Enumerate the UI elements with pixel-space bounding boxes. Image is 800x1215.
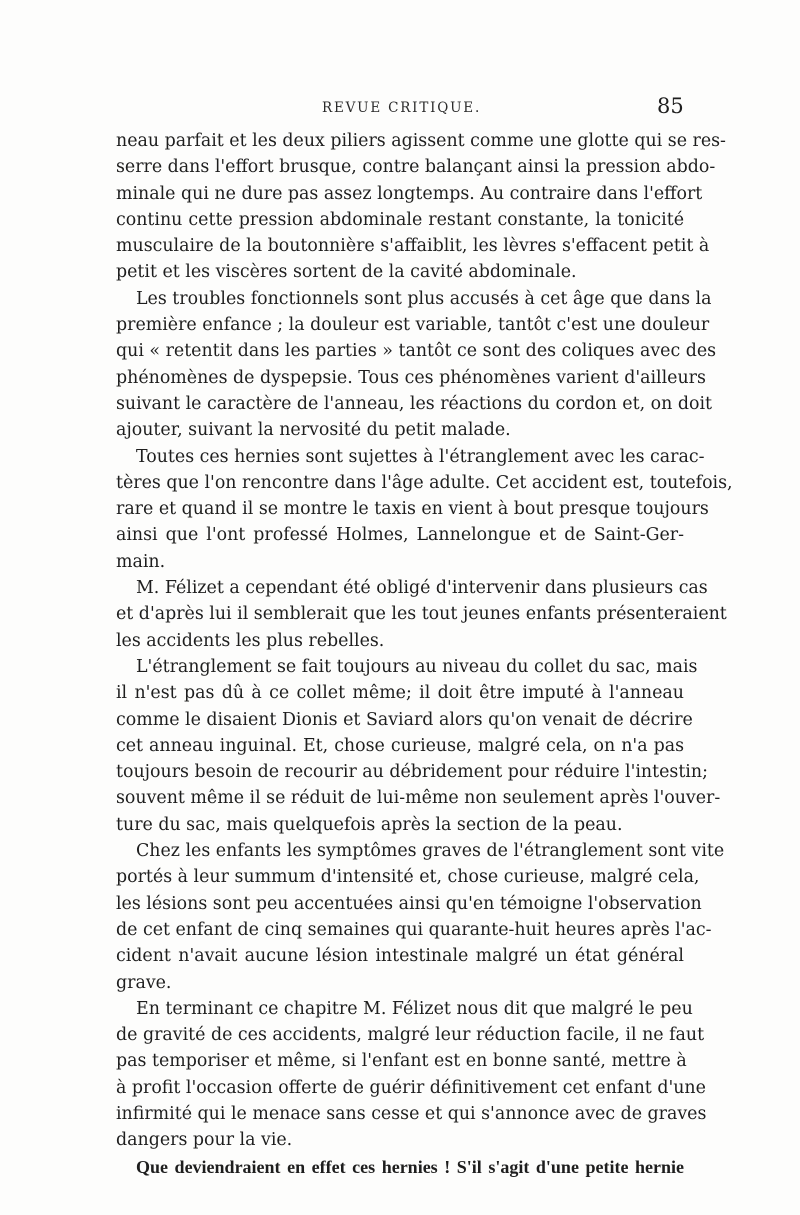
text-line: les lésions sont peu accentuées ainsi qu'en témoigne l'observation	[116, 893, 702, 914]
text-line: de cet enfant de cinq semaines qui quarante-huit heures après l'ac-	[116, 919, 712, 940]
text-line: ainsi que l'ont professé Holmes, Lannelongue et de Saint-Ger-	[116, 525, 684, 546]
text-line: cident n'avait aucune lésion intestinale malgré un état général	[116, 946, 684, 967]
text-line: main.	[116, 551, 166, 572]
text-line: qui « retentit dans les parties » tantôt ce sont des coliques avec des	[116, 341, 717, 362]
text-line: à profit l'occasion offerte de guérir définitivement cet enfant d'une	[116, 1077, 706, 1098]
page-number: 85	[657, 94, 684, 118]
text-line: dangers pour la vie.	[116, 1130, 293, 1151]
text-line: ajouter, suivant la nervosité du petit malade.	[116, 420, 511, 441]
text-line: toujours besoin de recourir au débridement pour réduire l'intestin;	[116, 762, 708, 783]
text-line: pas temporiser et même, si l'enfant est en bonne santé, mettre à	[116, 1051, 687, 1072]
text-line: cet anneau inguinal. Et, chose curieuse, malgré cela, on n'a pas	[116, 735, 684, 756]
running-header	[0, 94, 800, 122]
text-line: continu cette pression abdominale restant constante, la tonicité	[116, 209, 684, 230]
text-line: tères que l'on rencontre dans l'âge adulte. Cet accident est, toutefois,	[116, 472, 733, 493]
text-line: Chez les enfants les symptômes graves de l'étranglement sont vite	[136, 841, 725, 862]
text-line: souvent même il se réduit de lui-même non seulement après l'ouver-	[116, 788, 721, 809]
text-line: musculaire de la boutonnière s'affaiblit, les lèvres s'effacent petit à	[116, 236, 710, 257]
text-line: de gravité de ces accidents, malgré leur réduction facile, il ne faut	[116, 1025, 705, 1046]
text-line: comme le disaient Dionis et Saviard alors qu'on venait de décrire	[116, 709, 693, 730]
text-line: Les troubles fonctionnels sont plus accusés à cet âge que dans la	[136, 288, 712, 309]
text-line: rare et quand il se montre le taxis en vient à bout presque toujours	[116, 499, 709, 520]
text-line: neau parfait et les deux piliers agissent comme une glotte qui se res-	[116, 131, 726, 151]
text-line: minale qui ne dure pas assez longtemps. Au contraire dans l'effort	[116, 183, 703, 204]
text-line: suivant le caractère de l'anneau, les réactions du cordon et, on doit	[116, 393, 712, 414]
text-line: portés à leur summum d'intensité et, chose curieuse, malgré cela,	[116, 867, 700, 888]
text-line: les accidents les plus rebelles.	[116, 630, 385, 651]
text-line: Que deviendraient en effet ces hernies ! S'il s'agit d'une petite hernie	[136, 1156, 684, 1177]
text-line: ture du sac, mais quelquefois après la section de la peau.	[116, 814, 623, 835]
text-line: serre dans l'effort brusque, contre balançant ainsi la pression abdo-	[116, 157, 716, 178]
text-line: L'étranglement se fait toujours au niveau du collet du sac, mais	[136, 656, 698, 677]
text-line: petit et les viscères sortent de la cavité abdominale.	[116, 262, 577, 283]
text-line: et d'après lui il semblerait que les tout jeunes enfants présenteraient	[116, 604, 727, 625]
text-line: M. Félizet a cependant été obligé d'intervenir dans plusieurs cas	[136, 578, 708, 599]
text-line: Toutes ces hernies sont sujettes à l'étranglement avec les carac-	[136, 446, 705, 467]
text-line: phénomènes de dyspepsie. Tous ces phénomènes varient d'ailleurs	[116, 367, 706, 388]
running-title: REVUE CRITIQUE.	[322, 100, 482, 116]
text-line: il n'est pas dû à ce collet même; il doit être imputé à l'anneau	[116, 683, 684, 704]
text-line: En terminant ce chapitre M. Félizet nous dit que malgré le peu	[136, 998, 693, 1019]
text-line: grave.	[116, 972, 172, 993]
body-text	[116, 128, 733, 1180]
text-line: première enfance ; la douleur est variable, tantôt c'est une douleur	[116, 315, 710, 336]
text-line: infirmité qui le menace sans cesse et qui s'annonce avec de graves	[116, 1103, 707, 1124]
